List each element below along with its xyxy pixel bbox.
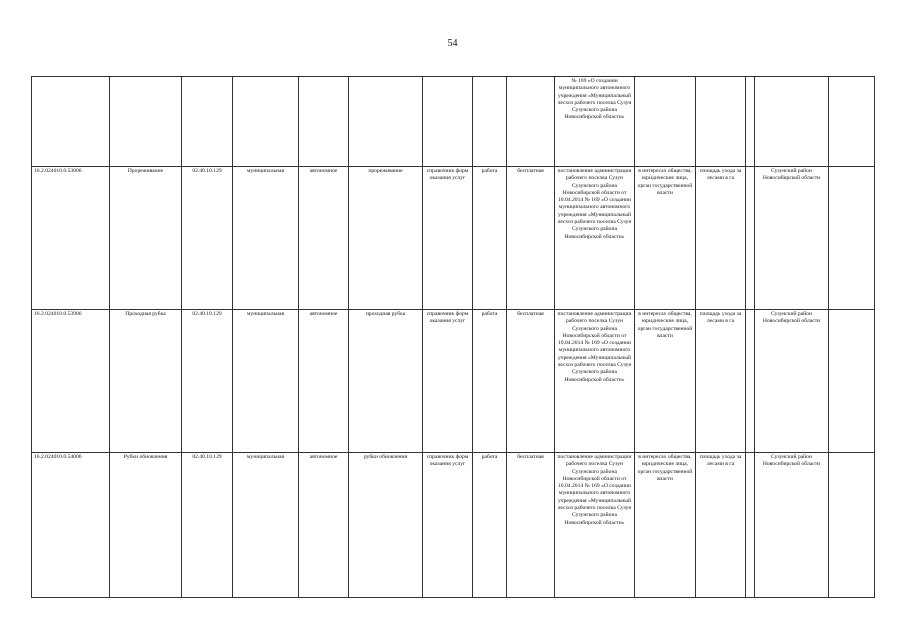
cell-content: проходная рубка — [349, 310, 423, 453]
page-number: 54 — [447, 38, 458, 49]
cell-empty — [423, 77, 473, 167]
cell-basis: постановление администрации рабочего поселка Сузун Сузунского района Новосибирской области от 10.04.2014 № 169 «О создании муниципального автономного учреждения «Муниципальный лесхоз рабочего поселка Сузун Сузунского района Новосибирской области» — [555, 167, 635, 310]
cell-empty — [746, 167, 755, 310]
cell-empty — [110, 77, 182, 167]
table-row — [32, 167, 875, 310]
cell-institution: автономное — [299, 453, 349, 598]
cell-institution: автономное — [299, 310, 349, 453]
cell-empty — [746, 77, 755, 167]
cell-basis: постановление администрации рабочего поселка Сузун Сузунского района Новосибирской области от 10.04.2014 № 169 «О создании муниципального автономного учреждения «Муниципальный лесхоз рабочего поселка Сузун Сузунского района Новосибирской области» — [555, 310, 635, 453]
cell-empty — [299, 77, 349, 167]
cell-consumers: в интересах общества, юридические лица, орган государственной власти — [635, 167, 696, 310]
cell-empty — [32, 77, 110, 167]
cell-content: прореживание — [349, 167, 423, 310]
services-registry-table — [31, 76, 875, 598]
cell-indicator: площадь ухода за лесами в га — [696, 310, 746, 453]
cell-kind: работа — [473, 453, 507, 598]
cell-content: рубки обновления — [349, 453, 423, 598]
cell-reference: справочник форм оказания услуг — [423, 310, 473, 453]
cell-kind: работа — [473, 310, 507, 453]
cell-reference: справочник форм оказания услуг — [423, 167, 473, 310]
continuation-row — [32, 77, 875, 167]
cell-okved: 02.40.10.129 — [182, 310, 233, 453]
cell-institution: автономное — [299, 167, 349, 310]
cell-empty — [746, 310, 755, 453]
cell-indicator: площадь ухода за лесами в га — [696, 167, 746, 310]
cell-empty — [507, 77, 555, 167]
cell-consumers: в интересах общества, юридические лица, орган государственной власти — [635, 453, 696, 598]
cell-code: 16.2.024010.0.54006 — [32, 453, 110, 598]
cell-payment: бесплатная — [507, 453, 555, 598]
cell-territory: Сузунский район Новосибирской области — [755, 310, 829, 453]
cell-basis-continuation: № 169 «О создании муниципального автономного учреждения «Муниципальный лесхоз рабочего поселка Сузун Сузунского района Новосибирской области» — [555, 77, 635, 167]
cell-empty — [829, 77, 875, 167]
cell-empty — [829, 310, 875, 453]
cell-territory: Сузунский район Новосибирской области — [755, 167, 829, 310]
table-row — [32, 453, 875, 598]
cell-empty — [473, 77, 507, 167]
cell-reference: справочник форм оказания услуг — [423, 453, 473, 598]
cell-empty — [746, 453, 755, 598]
cell-type: муниципальная — [233, 167, 299, 310]
cell-empty — [182, 77, 233, 167]
cell-code: 16.2.024010.0.53806 — [32, 167, 110, 310]
cell-empty — [349, 77, 423, 167]
cell-okved: 02.40.10.129 — [182, 167, 233, 310]
cell-empty — [233, 77, 299, 167]
cell-empty — [696, 77, 746, 167]
cell-service: Проходная рубка — [110, 310, 182, 453]
cell-okved: 02.40.10.129 — [182, 453, 233, 598]
cell-payment: бесплатная — [507, 167, 555, 310]
cell-payment: бесплатная — [507, 310, 555, 453]
cell-empty — [755, 77, 829, 167]
cell-code: 16.2.024010.0.53906 — [32, 310, 110, 453]
cell-territory: Сузунский район Новосибирской области — [755, 453, 829, 598]
cell-empty — [635, 77, 696, 167]
cell-kind: работа — [473, 167, 507, 310]
cell-empty — [829, 167, 875, 310]
cell-type: муниципальная — [233, 453, 299, 598]
cell-service: Прореживание — [110, 167, 182, 310]
cell-empty — [829, 453, 875, 598]
cell-type: муниципальная — [233, 310, 299, 453]
cell-service: Рубки обновления — [110, 453, 182, 598]
cell-basis: постановление администрации рабочего поселка Сузун Сузунского района Новосибирской области от 10.04.2014 № 169 «О создании муниципального автономного учреждения «Муниципальный лесхоз рабочего поселка Сузун Сузунского района Новосибирской области» — [555, 453, 635, 598]
cell-consumers: в интересах общества, юридические лица, орган государственной власти — [635, 310, 696, 453]
table-row — [32, 310, 875, 453]
cell-indicator: площадь ухода за лесами в га — [696, 453, 746, 598]
